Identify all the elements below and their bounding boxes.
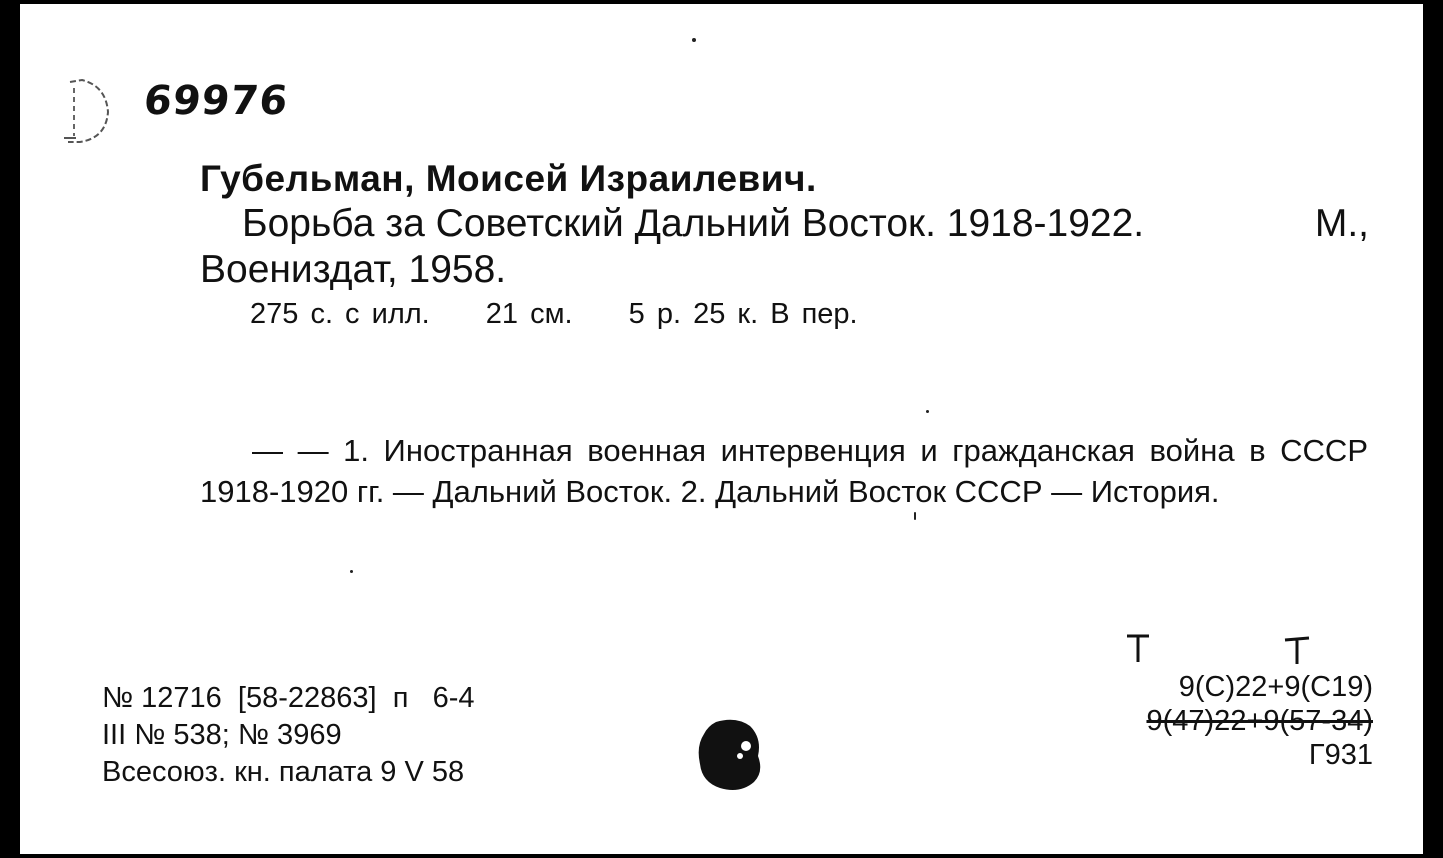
author-heading: Губельман, Моисей Израилевич. xyxy=(200,158,817,199)
meta-line-1: № 12716 [58-22863] п 6-4 xyxy=(102,682,475,714)
pages-count: 275 с. с илл. xyxy=(250,298,430,330)
inventory-number: 69976 xyxy=(141,78,291,124)
classification-code: 9(С)22+9(С19) xyxy=(1178,671,1373,703)
meta-line-2: III № 538; № 3969 xyxy=(102,719,342,751)
speck xyxy=(914,512,916,520)
struck-classification-code: 9(47)22+9(57-34) xyxy=(1146,705,1373,737)
subject-headings: — — 1. Иностранная военная интервенция и гражданская война в СССР 1918-1920 гг. — Дальний Восток. 2. Дальний Восток СССР — История. xyxy=(200,433,1368,509)
card-meta xyxy=(102,680,475,791)
cutter-number: Г931 xyxy=(1308,739,1373,771)
title-line: Борьба за Советский Дальний Восток. 1918-1922. xyxy=(242,202,1145,245)
speck xyxy=(692,38,696,42)
book-price: 5 р. 25 к. В пер. xyxy=(628,298,858,330)
meta-line-3: Всесоюз. кн. палата 9 V 58 xyxy=(102,756,465,788)
publisher-line: Воениздат, 1958. xyxy=(200,248,507,291)
book-size: 21 см. xyxy=(485,298,573,330)
handwritten-t-marks-icon xyxy=(1105,628,1365,668)
library-stamp-icon xyxy=(60,76,112,146)
ink-blot-icon xyxy=(696,716,764,792)
collation-line xyxy=(250,298,858,331)
publication-place: М., xyxy=(1314,202,1369,245)
catalog-card xyxy=(20,4,1423,854)
speck xyxy=(926,410,929,413)
speck xyxy=(350,570,353,573)
